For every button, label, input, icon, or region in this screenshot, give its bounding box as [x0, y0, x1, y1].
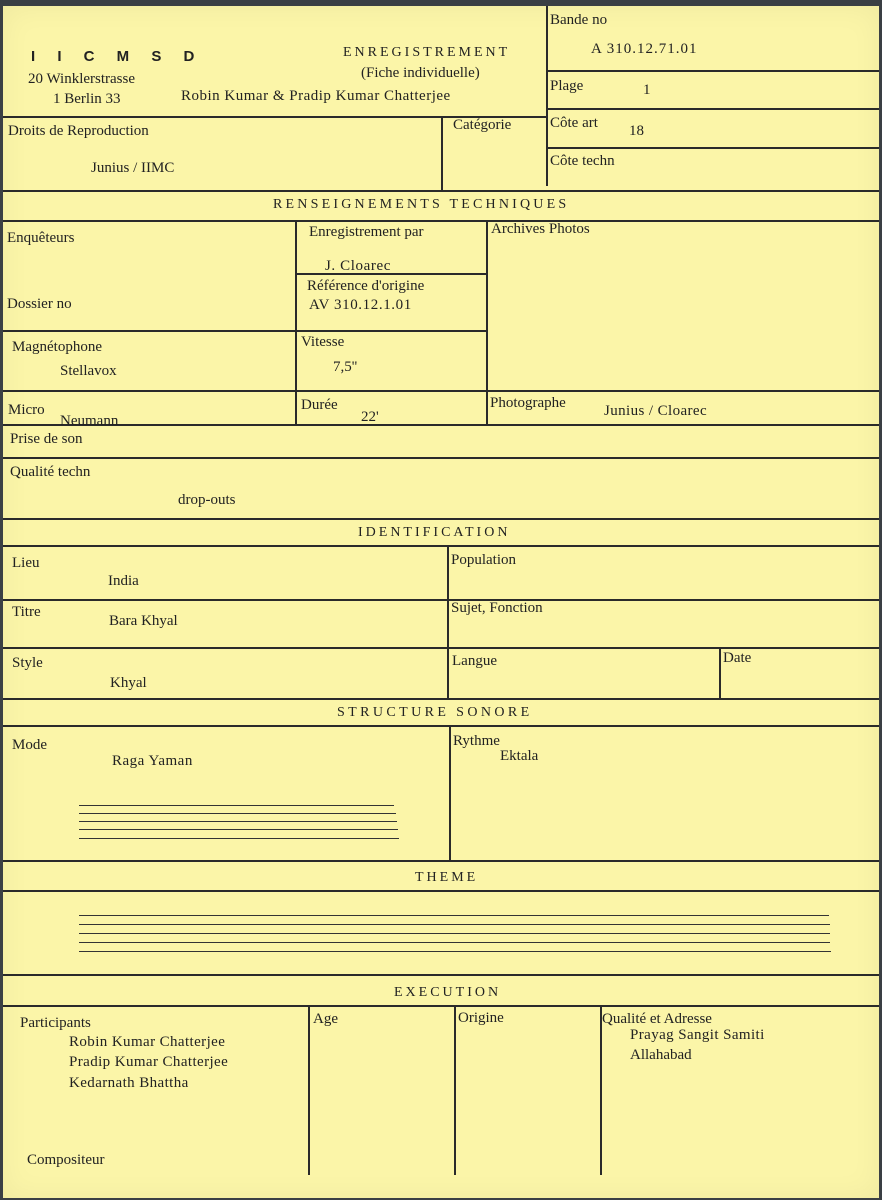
lieu-value: India — [108, 573, 139, 589]
structure-heading: STRUCTURE SONORE — [337, 705, 533, 720]
compositeur-label: Compositeur — [27, 1152, 105, 1168]
micro-label: Micro — [8, 402, 45, 418]
execution-heading: EXECUTION — [394, 985, 502, 1000]
rule — [3, 190, 879, 192]
micro-value: Neumann — [60, 413, 119, 429]
rule — [3, 545, 879, 547]
performers-title: Robin Kumar & Pradip Kumar Chatterjee — [181, 88, 451, 104]
date-label: Date — [723, 650, 752, 666]
rule — [454, 1005, 456, 1175]
rights-value: Junius / IIMC — [91, 160, 175, 176]
magnetophone-value: Stellavox — [60, 363, 117, 379]
enqueteurs-label: Enquêteurs — [7, 230, 75, 246]
reference-label: Référence d'origine — [307, 278, 425, 294]
rule — [3, 860, 879, 862]
participant-1: Robin Kumar Chatterjee — [69, 1034, 226, 1050]
origine-label: Origine — [458, 1010, 504, 1026]
participant-2: Pradip Kumar Chatterjee — [69, 1054, 229, 1070]
rule — [3, 1005, 879, 1007]
mode-label: Mode — [12, 737, 47, 753]
institution-name: I I C M S D — [31, 48, 204, 65]
participants-label: Participants — [20, 1015, 91, 1031]
reference-value: AV 310.12.1.01 — [309, 297, 412, 313]
rights-label: Droits de Reproduction — [8, 123, 149, 139]
vitesse-value: 7,5'' — [333, 359, 358, 375]
rule — [3, 698, 879, 700]
plage-label: Plage — [550, 78, 584, 94]
technical-heading: RENSEIGNEMENTS TECHNIQUES — [273, 197, 570, 212]
address-line-1: 20 Winklerstrasse — [28, 71, 136, 87]
qualite-adresse-label: Qualité et Adresse — [602, 1011, 712, 1027]
rule — [3, 390, 879, 392]
titre-label: Titre — [12, 604, 41, 620]
bande-value: A 310.12.71.01 — [591, 41, 698, 57]
vitesse-label: Vitesse — [301, 334, 345, 350]
cote-art-value: 18 — [629, 123, 644, 139]
cote-techn-label: Côte techn — [550, 153, 615, 169]
qualite-adresse-line1: Prayag Sangit Samiti — [630, 1027, 765, 1043]
rule — [3, 890, 879, 892]
photographe-label: Photographe — [490, 395, 566, 411]
qualite-techn-label: Qualité techn — [10, 464, 91, 480]
duree-label: Durée — [301, 397, 338, 413]
rule — [441, 116, 443, 190]
form-title: ENREGISTREMENT — [343, 45, 511, 60]
plage-value: 1 — [643, 82, 651, 98]
index-card — [3, 6, 879, 1198]
titre-value: Bara Khyal — [109, 613, 178, 629]
rythme-label: Rythme — [453, 733, 500, 749]
rule — [546, 108, 879, 110]
rule — [3, 599, 879, 601]
rule — [3, 424, 879, 426]
dossier-label: Dossier no — [7, 296, 72, 312]
categorie-label: Catégorie — [453, 117, 512, 133]
age-label: Age — [313, 1011, 338, 1027]
bande-label: Bande no — [550, 12, 608, 28]
rule — [719, 647, 721, 698]
cote-art-label: Côte art — [550, 115, 598, 131]
qualite-adresse-line2: Allahabad — [630, 1047, 692, 1063]
header-divider — [546, 6, 548, 186]
magnetophone-label: Magnétophone — [12, 339, 102, 355]
duree-value: 22' — [361, 409, 379, 425]
rule — [3, 974, 879, 976]
sujet-fonction-label: Sujet, Fonction — [451, 600, 543, 616]
enregistrement-par-label: Enregistrement par — [309, 224, 424, 240]
lieu-label: Lieu — [12, 555, 40, 571]
form-subtitle: (Fiche individuelle) — [361, 65, 480, 81]
photographe-value: Junius / Cloarec — [604, 403, 708, 419]
qualite-techn-value: drop-outs — [178, 492, 236, 508]
mode-value: Raga Yaman — [112, 753, 193, 769]
style-value: Khyal — [110, 675, 147, 691]
archives-photos-label: Archives Photos — [491, 221, 590, 237]
rule — [486, 220, 488, 424]
rythme-value: Ektala — [500, 748, 539, 764]
address-line-2: 1 Berlin 33 — [53, 91, 121, 107]
rule — [546, 147, 879, 149]
population-label: Population — [451, 552, 517, 568]
rule — [449, 725, 451, 861]
rule — [308, 1005, 310, 1175]
identification-heading: IDENTIFICATION — [358, 525, 511, 540]
rule — [3, 725, 879, 727]
enregistrement-par-value: J. Cloarec — [325, 258, 391, 274]
rule — [3, 330, 486, 332]
participant-3: Kedarnath Bhattha — [69, 1075, 189, 1091]
rule — [3, 518, 879, 520]
rule — [3, 457, 879, 459]
rule — [295, 220, 297, 424]
theme-heading: THEME — [415, 870, 479, 885]
style-label: Style — [12, 655, 43, 671]
rule — [600, 1005, 602, 1175]
prise-de-son-label: Prise de son — [10, 431, 83, 447]
rule — [447, 545, 449, 700]
rule — [546, 70, 879, 72]
rule — [3, 220, 879, 222]
langue-label: Langue — [452, 653, 497, 669]
